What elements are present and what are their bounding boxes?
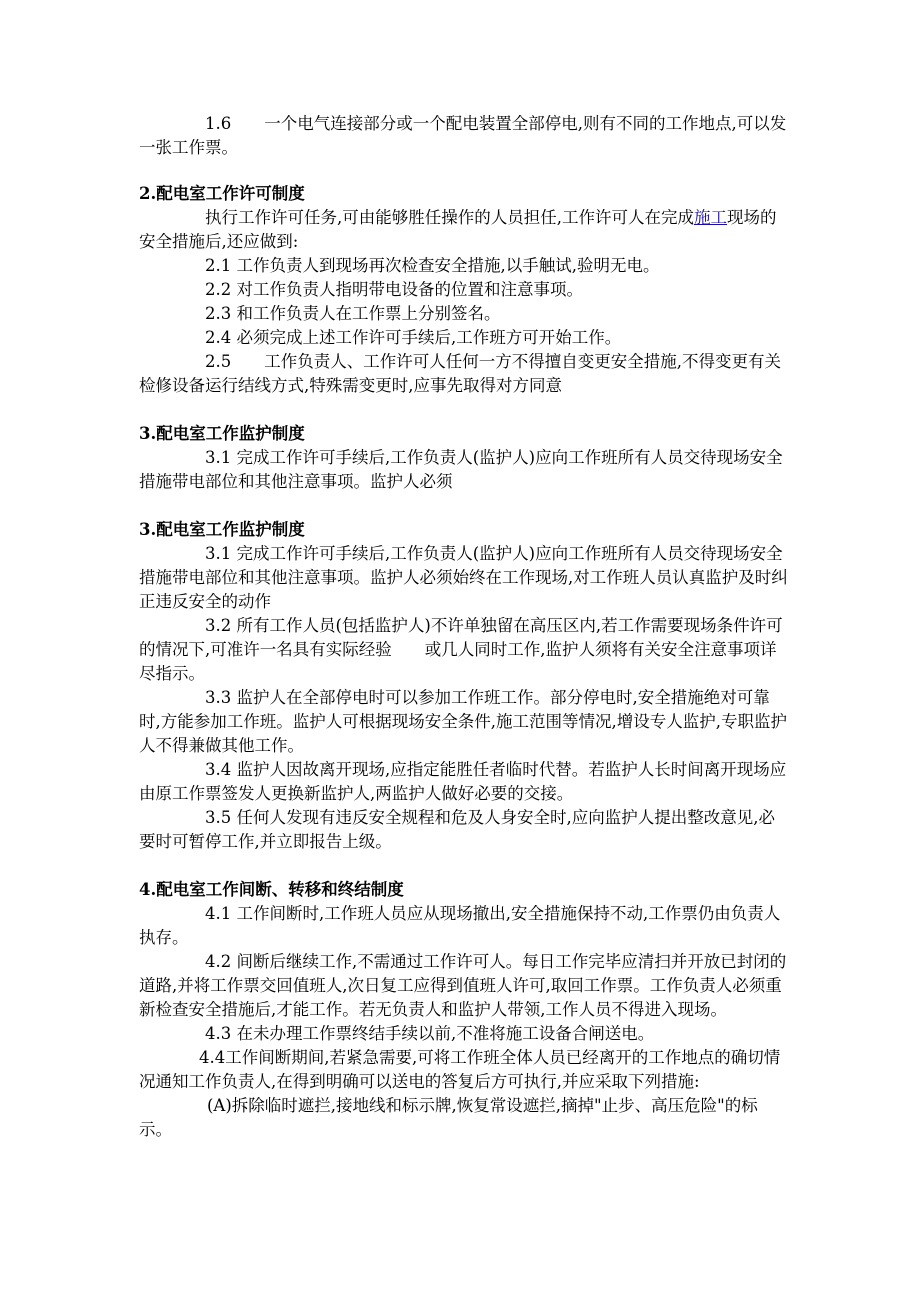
paragraph-2-2: 2.2 对工作负责人指明带电设备的位置和注意事项。 bbox=[205, 280, 583, 299]
paragraph-3-1-partial: 3.1 完成工作许可手续后,工作负责人(监护人)应向工作班所有人员交待现场安全措施带电部位和其他注意事项。监护人必须 bbox=[139, 448, 783, 491]
paragraph-2-intro bbox=[139, 206, 789, 254]
paragraph-2-5: 2.5 工作负责人、工作许可人任何一方不得擅自变更安全措施,不得变更有关检修设备运行结线方式,特殊需变更时,应事先取得对方同意 bbox=[139, 352, 781, 395]
paragraph-2-1: 2.1 工作负责人到现场再次检查安全措施,以手触试,验明无电。 bbox=[205, 256, 660, 275]
paragraph-2-intro-text-b: 现场的安全措施后,还应做到: bbox=[139, 208, 777, 251]
paragraph-4-1: 4.1 工作间断时,工作班人员应从现场撤出,安全措施保持不动,工作票仍由负责人执存。 bbox=[139, 904, 781, 947]
paragraph-3-5: 3.5 任何人发现有违反安全规程和危及人身安全时,应向监护人提出整改意见,必要时可暂停工作,并立即报告上级。 bbox=[139, 808, 775, 851]
paragraph-3-2: 3.2 所有工作人员(包括监护人)不许单独留在高压区内,若工作需要现场条件许可的情况下,可准许一名具有实际经验 或几人同时工作,监护人须将有关安全注意事项详尽指示。 bbox=[139, 616, 783, 683]
document-body bbox=[139, 112, 789, 1142]
paragraph-2-intro-text-a: 执行工作许可任务,可由能够胜任操作的人员担任,工作许可人在完成 bbox=[205, 208, 694, 227]
heading-section-3: 3.配电室工作监护制度 bbox=[139, 520, 305, 539]
paragraph-2-3: 2.3 和工作负责人在工作票上分别签名。 bbox=[205, 304, 501, 323]
paragraph-4-a: (A)拆除临时遮拦,接地线和标示牌,恢复常设遮拦,摘掉"止步、高压危险"的标示。 bbox=[139, 1096, 758, 1139]
paragraph-4-2: 4.2 间断后继续工作,不需通过工作许可人。每日工作完毕应清扫并开放已封闭的道路,并将工作票交回值班人,次日复工应得到值班人许可,取回工作票。工作负责人必须重新检查安全措施后,才能工作。若无负责人和监护人带领,工作人员不得进入现场。 bbox=[139, 952, 787, 1019]
heading-section-4: 4.配电室工作间断、转移和终结制度 bbox=[139, 880, 404, 899]
paragraph-3-1: 3.1 完成工作许可手续后,工作负责人(监护人)应向工作班所有人员交待现场安全措施带电部位和其他注意事项。监护人必须始终在工作现场,对工作班人员认真监护及时纠正违反安全的动作 bbox=[139, 544, 788, 611]
paragraph-4-4: 4.4工作间断期间,若紧急需要,可将工作班全体人员已经离开的工作地点的确切情况通知工作负责人,在得到明确可以送电的答复后方可执行,并应采取下列措施: bbox=[139, 1048, 781, 1091]
paragraph-3-4: 3.4 监护人因故离开现场,应指定能胜任者临时代替。若监护人长时间离开现场应由原工作票签发人更换新监护人,两监护人做好必要的交接。 bbox=[139, 760, 787, 803]
paragraph-3-3: 3.3 监护人在全部停电时可以参加工作班工作。部分停电时,安全措施绝对可靠时,方能参加工作班。监护人可根据现场安全条件,施工范围等情况,增设专人监护,专职监护人不得兼做其他工作。 bbox=[139, 688, 787, 755]
construction-link[interactable]: 施工 bbox=[694, 208, 727, 227]
paragraph-2-4: 2.4 必须完成上述工作许可手续后,工作班方可开始工作。 bbox=[205, 328, 622, 347]
heading-section-2: 2.配电室工作许可制度 bbox=[139, 184, 305, 203]
heading-section-3-first: 3.配电室工作监护制度 bbox=[139, 424, 305, 443]
paragraph-1-6: 1.6 一个电气连接部分或一个配电装置全部停电,则有不同的工作地点,可以发一张工作票。 bbox=[139, 114, 787, 157]
paragraph-4-3: 4.3 在未办理工作票终结手续以前,不准将施工设备合闸送电。 bbox=[205, 1024, 655, 1043]
